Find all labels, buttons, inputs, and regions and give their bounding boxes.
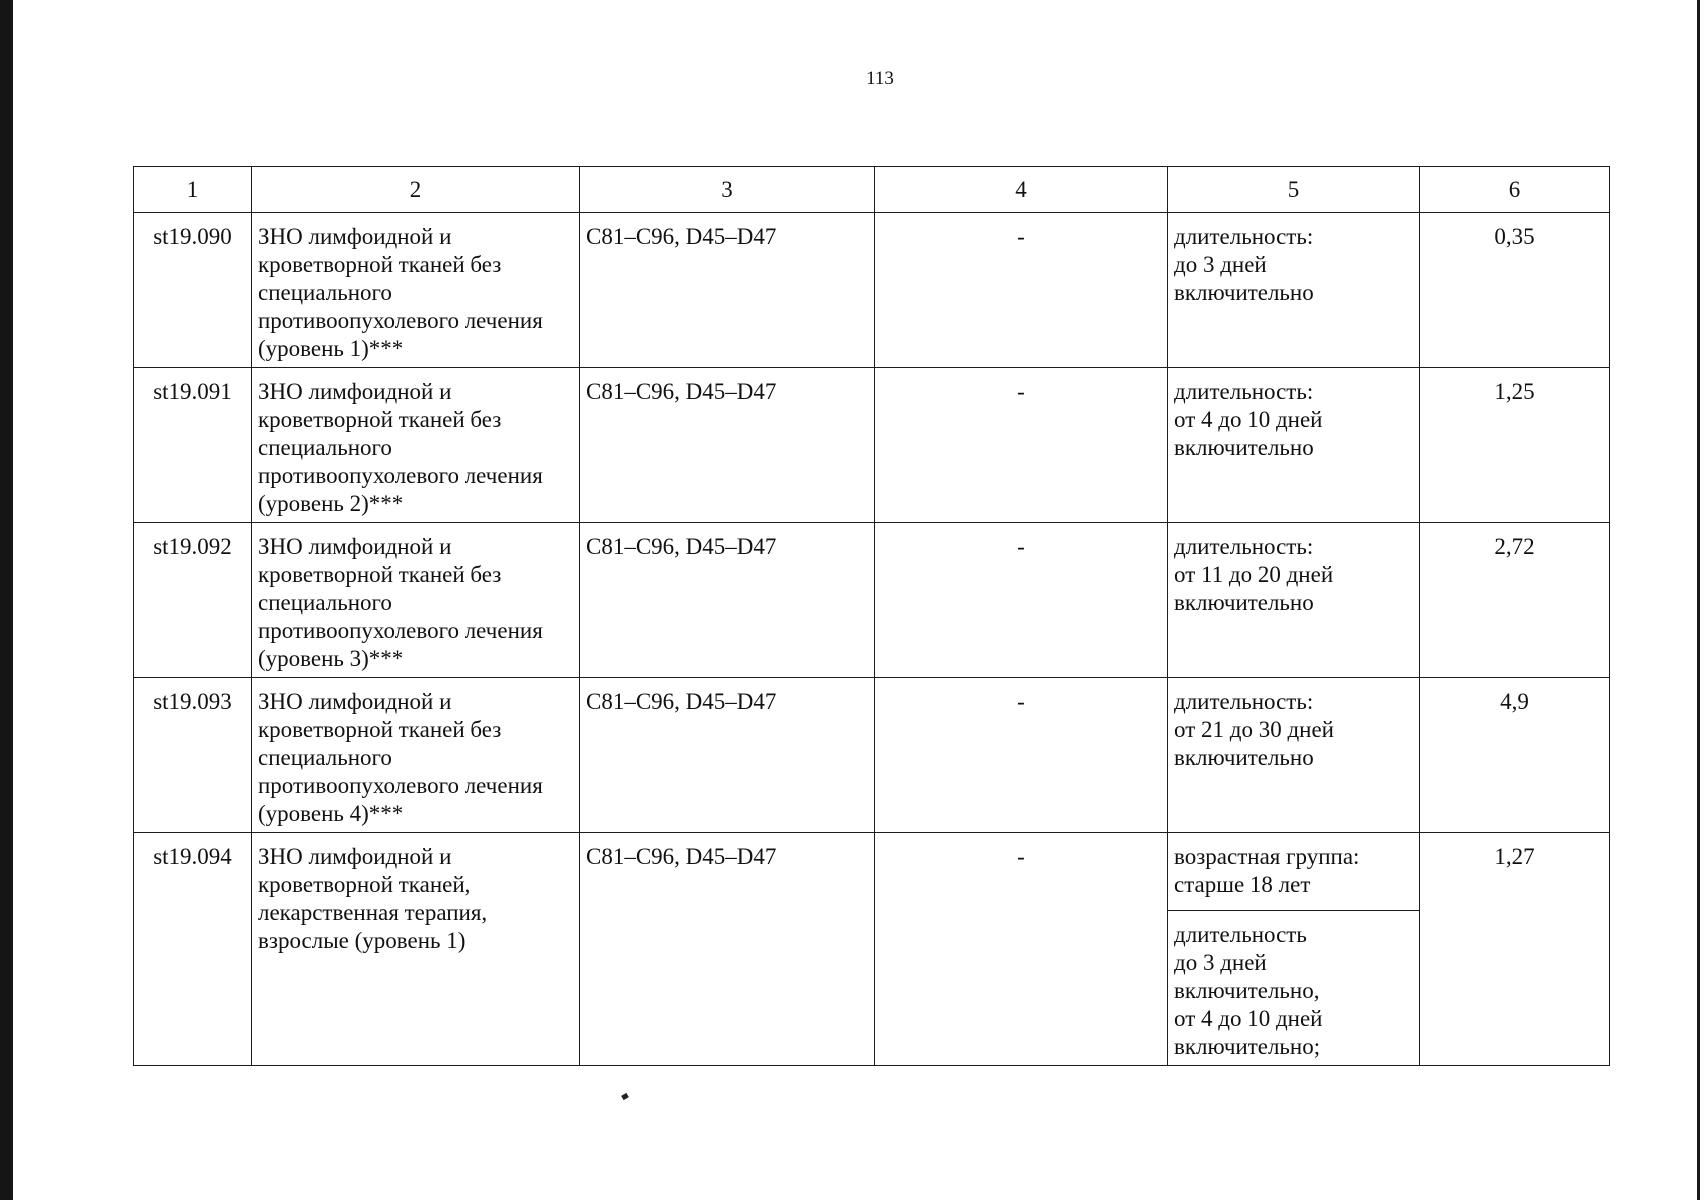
row-name-line: ЗНО лимфоидной и	[258, 534, 452, 559]
row-criteria	[1168, 368, 1420, 523]
row-name-line: противоопухолевого лечения	[258, 618, 543, 643]
row-coefficient: 0,35	[1420, 213, 1610, 368]
row-coefficient: 4,9	[1420, 678, 1610, 833]
row-name-line: кроветворной тканей без	[258, 252, 502, 277]
criteria-line: длительность:	[1174, 534, 1314, 559]
table-row	[134, 368, 1610, 523]
row-col4: -	[875, 213, 1168, 368]
ink-speck	[621, 1093, 629, 1100]
header-cell: 6	[1420, 167, 1610, 213]
criteria-line: длительность:	[1174, 689, 1314, 714]
row-name-line: (уровень 1)***	[258, 336, 404, 361]
tariff-table	[133, 166, 1610, 1066]
row-coefficient: 1,27	[1420, 833, 1610, 1066]
row-name-line: специального	[258, 280, 392, 305]
header-cell: 4	[875, 167, 1168, 213]
row-icd-codes: C81–C96, D45–D47	[580, 833, 875, 1066]
table-row	[134, 213, 1610, 368]
row-name	[252, 213, 580, 368]
page-number: 113	[866, 68, 894, 89]
row-name-line: кроветворной тканей без	[258, 717, 502, 742]
table-header-row	[134, 167, 1610, 213]
row-name-line: специального	[258, 590, 392, 615]
row-criteria	[1168, 523, 1420, 678]
row-name	[252, 523, 580, 678]
criteria-line: от 4 до 10 дней	[1174, 407, 1323, 432]
row-col4: -	[875, 678, 1168, 833]
row-icd-codes: C81–C96, D45–D47	[580, 213, 875, 368]
row-col4: -	[875, 368, 1168, 523]
row-icd-codes: C81–C96, D45–D47	[580, 678, 875, 833]
criteria-line: от 4 до 10 дней	[1174, 1006, 1323, 1031]
criteria-line: включительно;	[1174, 1034, 1321, 1059]
row-name	[252, 833, 580, 1066]
row-coefficient: 1,25	[1420, 368, 1610, 523]
criteria-line: включительно,	[1174, 978, 1320, 1003]
row-criteria	[1168, 678, 1420, 833]
criteria-line: от 11 до 20 дней	[1174, 562, 1334, 587]
criteria-line: возрастная группа:	[1174, 844, 1360, 869]
row-name-line: ЗНО лимфоидной и	[258, 224, 452, 249]
criteria-line: длительность	[1174, 922, 1307, 947]
header-cell: 2	[252, 167, 580, 213]
criteria-line: до 3 дней	[1174, 252, 1267, 277]
header-cell: 3	[580, 167, 875, 213]
row-criteria-age	[1168, 833, 1420, 911]
criteria-line: включительно	[1174, 745, 1314, 770]
row-icd-codes: C81–C96, D45–D47	[580, 523, 875, 678]
row-name-line: (уровень 2)***	[258, 491, 404, 516]
row-coefficient: 2,72	[1420, 523, 1610, 678]
row-name	[252, 368, 580, 523]
row-name-line: противоопухолевого лечения	[258, 773, 543, 798]
row-icd-codes: C81–C96, D45–D47	[580, 368, 875, 523]
row-code: st19.093	[134, 678, 252, 833]
row-name-line: противоопухолевого лечения	[258, 308, 543, 333]
table-row	[134, 833, 1610, 911]
row-name-line: (уровень 4)***	[258, 801, 404, 826]
criteria-line: длительность:	[1174, 379, 1314, 404]
row-name-line: (уровень 3)***	[258, 646, 404, 671]
row-code: st19.094	[134, 833, 252, 1066]
row-name	[252, 678, 580, 833]
table-row	[134, 523, 1610, 678]
scan-right-edge	[1697, 0, 1700, 1200]
row-col4: -	[875, 833, 1168, 1066]
header-cell: 5	[1168, 167, 1420, 213]
criteria-line: включительно	[1174, 590, 1314, 615]
row-code: st19.090	[134, 213, 252, 368]
row-name-line: взрослые (уровень 1)	[258, 928, 466, 953]
row-name-line: кроветворной тканей без	[258, 407, 502, 432]
criteria-line: включительно	[1174, 280, 1314, 305]
row-name-line: специального	[258, 745, 392, 770]
criteria-line: старше 18 лет	[1174, 872, 1311, 897]
row-name-line: противоопухолевого лечения	[258, 463, 543, 488]
row-name-line: кроветворной тканей,	[258, 872, 471, 897]
row-criteria	[1168, 213, 1420, 368]
row-name-line: кроветворной тканей без	[258, 562, 502, 587]
criteria-line: до 3 дней	[1174, 950, 1267, 975]
row-code: st19.091	[134, 368, 252, 523]
row-name-line: лекарственная терапия,	[258, 900, 488, 925]
header-cell: 1	[134, 167, 252, 213]
row-col4: -	[875, 523, 1168, 678]
row-name-line: ЗНО лимфоидной и	[258, 689, 452, 714]
criteria-line: длительность:	[1174, 224, 1314, 249]
criteria-line: включительно	[1174, 435, 1314, 460]
table-row	[134, 678, 1610, 833]
criteria-line: от 21 до 30 дней	[1174, 717, 1334, 742]
scan-left-edge	[0, 0, 13, 1200]
row-name-line: ЗНО лимфоидной и	[258, 844, 452, 869]
row-criteria-duration	[1168, 911, 1420, 1066]
row-name-line: ЗНО лимфоидной и	[258, 379, 452, 404]
row-name-line: специального	[258, 435, 392, 460]
row-code: st19.092	[134, 523, 252, 678]
